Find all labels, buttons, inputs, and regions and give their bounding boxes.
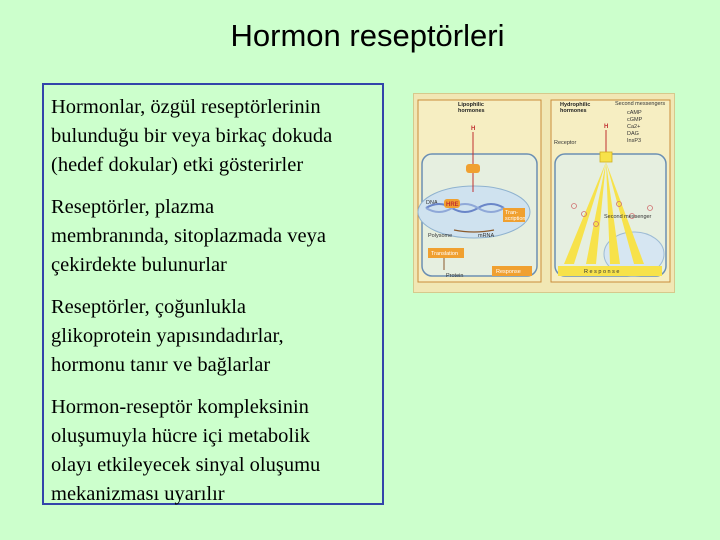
messenger-ca: Ca2+ (627, 124, 641, 130)
label-hydrophilic-2: hormones (560, 108, 587, 114)
paragraph-target-tissues: Hormonlar, özgül reseptörlerinin bulunduğu bir veya birkaç dokuda (hedef dokular) etki gösterirler (51, 96, 333, 176)
label-transcription-1: Tran- (505, 210, 518, 216)
label-polysome: Polysome (428, 233, 453, 239)
membrane-receptor (600, 152, 612, 162)
messenger-camp: cAMP (627, 110, 642, 116)
slide-title: Hormon reseptörleri (230, 18, 505, 53)
label-lipophilic-1: Lipophilic (458, 102, 484, 108)
label-hydrophilic-1: Hydrophilic (560, 102, 591, 108)
messenger-dag: DAG (627, 131, 639, 137)
label-response-right: R e s p o n s e (584, 269, 620, 275)
label-protein: Protein (446, 273, 464, 279)
hormone-right-label: H (604, 124, 609, 130)
label-lipophilic-2: hormones (458, 108, 485, 114)
paragraph-receptor-locations: Reseptörler, plazma membranında, sitoplazmada veya çekirdekte bulunurlar (51, 196, 326, 276)
cytoplasm-receptor (466, 164, 480, 173)
label-translation: Translation (431, 251, 459, 257)
label-mrna: mRNA (478, 233, 495, 239)
hormone-receptor-figure (413, 93, 675, 293)
label-receptor: Receptor (554, 140, 577, 146)
label-hre: HRE (446, 202, 459, 208)
messenger-cgmp: cGMP (627, 117, 643, 123)
label-second-messengers: Second messengers (615, 101, 666, 107)
label-second-messenger: Second messenger (604, 214, 652, 220)
label-dna: DNA (426, 200, 438, 206)
label-response-left: Response (496, 269, 521, 275)
text-box (42, 83, 384, 505)
paragraph-glycoprotein: Reseptörler, çoğunlukla glikoprotein yapısındadırlar, hormonu tanır ve bağlarlar (51, 296, 284, 376)
hormone-left-label: H (471, 126, 476, 132)
messenger-insp3: InsP3 (627, 138, 642, 144)
label-transcription-2: scription (505, 216, 526, 222)
paragraph-signal-mechanism: Hormon-reseptör kompleksinin oluşumuyla hücre içi metabolik olayı etkileyecek sinyal oluşumu mekanizması uyarılır (51, 396, 321, 505)
